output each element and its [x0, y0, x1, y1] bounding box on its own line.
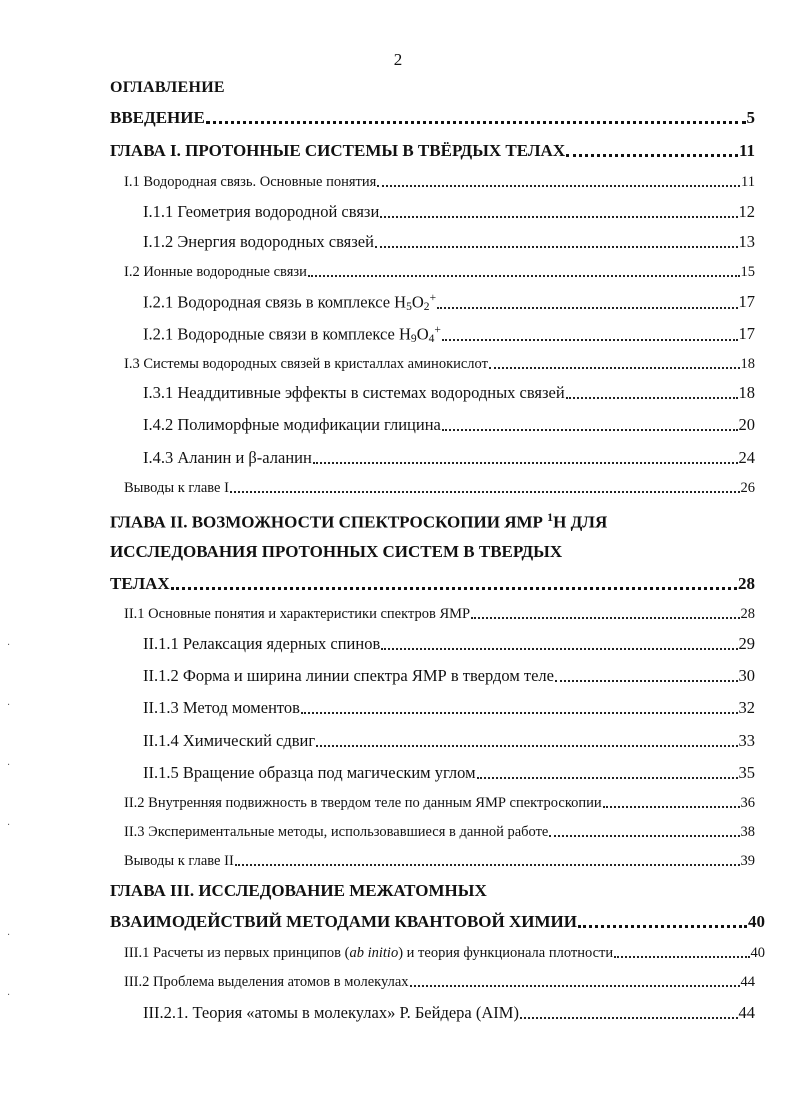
leader-dots: [313, 462, 738, 464]
toc-entry-label: [124, 945, 613, 962]
label-italic: ab initio: [349, 945, 399, 961]
leader-dots: [442, 429, 738, 431]
leader-dots: [614, 956, 749, 958]
toc-entry-label: II.1.2 Форма и ширина линии спектра ЯМР в твердом теле: [143, 666, 554, 685]
toc-entry-page: 12: [738, 202, 755, 221]
superscript: +: [434, 324, 441, 336]
page-number: 2: [393, 50, 403, 69]
toc-entry-page: 36: [740, 795, 755, 811]
toc-entry[interactable]: [143, 763, 755, 783]
toc-entry-page: 38: [740, 824, 755, 840]
toc-entry-label: I.1.2 Энергия водородных связей: [143, 232, 374, 251]
toc-entry-page: 20: [738, 415, 755, 434]
toc-entry-page: 15: [740, 264, 755, 280]
toc-entry[interactable]: [124, 356, 755, 373]
leader-dots: [206, 121, 746, 124]
label-text: III.1 Расчеты из первых принципов (: [124, 945, 350, 961]
label-text: O: [411, 292, 424, 312]
toc-entry[interactable]: [143, 1003, 755, 1023]
label-text: ) и теория функционала плотности: [398, 945, 614, 961]
toc-entry-page: 29: [738, 634, 755, 653]
toc-entry-label: II.1.1 Релаксация ядерных спинов: [143, 634, 381, 653]
toc-entry[interactable]: [124, 824, 755, 841]
toc-entry-label: ГЛАВА I. ПРОТОННЫЕ СИСТЕМЫ В ТВЁРДЫХ ТЕЛАХ: [110, 141, 566, 160]
scan-artifact: ·: [7, 990, 11, 1001]
leader-dots: [375, 246, 738, 248]
leader-dots: [230, 491, 740, 493]
leader-dots: [437, 307, 737, 309]
toc-entry-page: 11: [741, 174, 755, 190]
subscript: 4: [428, 333, 435, 346]
leader-dots: [477, 777, 738, 779]
scan-artifact: ·: [7, 640, 11, 651]
toc-entry[interactable]: [143, 731, 755, 751]
leader-dots: [555, 680, 738, 682]
scan-artifact: ·: [7, 700, 11, 711]
toc-entry-page: 24: [738, 448, 755, 467]
toc-entry-label: I.1 Водородная связь. Основные понятия: [124, 174, 377, 190]
toc-entry[interactable]: [143, 415, 755, 435]
chapter-heading-line: [110, 510, 607, 533]
subscript: 2: [423, 301, 430, 314]
toc-entry-label: ТЕЛАХ: [110, 574, 170, 593]
toc-entry[interactable]: [143, 383, 755, 403]
toc-entry[interactable]: [143, 324, 755, 345]
toc-entry-label: II.3 Экспериментальные методы, использовавшиеся в данной работе: [124, 824, 549, 840]
leader-dots: [566, 397, 738, 399]
leader-dots: [381, 648, 737, 650]
leader-dots: [603, 806, 740, 808]
toc-entry[interactable]: [110, 141, 755, 161]
toc-entry-page: 18: [740, 356, 755, 372]
toc-entry-label: I.4.3 Аланин и β-аланин: [143, 448, 312, 467]
toc-entry-page: 44: [738, 1003, 755, 1022]
toc-entry[interactable]: [124, 480, 755, 497]
toc-entry[interactable]: [143, 292, 755, 313]
toc-entry[interactable]: [143, 448, 755, 468]
toc-entry[interactable]: [124, 945, 765, 962]
leader-dots: [442, 339, 738, 341]
toc-entry-page: 13: [738, 232, 755, 251]
leader-dots: [380, 216, 737, 218]
toc-entry-page: 28: [738, 574, 755, 593]
toc-entry-page: 40: [750, 945, 765, 961]
leader-dots: [410, 985, 740, 987]
toc-entry[interactable]: [124, 853, 755, 870]
toc-entry-page: 33: [738, 731, 755, 750]
leader-dots: [316, 745, 737, 747]
toc-entry-page: 17: [738, 324, 755, 344]
toc-entry[interactable]: [124, 264, 755, 281]
toc-entry-page: 30: [738, 666, 755, 685]
toc-entry[interactable]: [110, 912, 765, 932]
subscript: 5: [406, 301, 412, 314]
label-text: I.2.1 Водородная связь в комплексе H: [143, 292, 407, 312]
toc-entry-page: 17: [738, 292, 755, 312]
leader-dots: [520, 1017, 738, 1019]
toc-entry-page: 35: [738, 763, 755, 782]
toc-entry-label: Выводы к главе II: [124, 853, 234, 869]
heading-text: ГЛАВА II. ВОЗМОЖНОСТИ СПЕКТРОСКОПИИ ЯМР: [110, 512, 548, 532]
superscript: 1: [547, 510, 554, 524]
toc-entry[interactable]: [143, 202, 755, 222]
scan-artifact: ·: [7, 930, 11, 941]
toc-entry-page: 39: [740, 853, 755, 869]
leader-dots: [549, 835, 739, 837]
toc-entry[interactable]: [124, 606, 755, 623]
scan-artifact: ·: [7, 760, 11, 771]
toc-entry[interactable]: [124, 974, 755, 991]
toc-entry[interactable]: [124, 174, 755, 191]
leader-dots: [471, 617, 739, 619]
label-text: I.2.1 Водородные связи в комплексе H: [143, 324, 411, 344]
toc-title: ОГЛАВЛЕНИЕ: [110, 79, 225, 96]
toc-entry-page: 40: [748, 912, 765, 931]
toc-entry-page: 18: [738, 383, 755, 402]
toc-entry[interactable]: [124, 795, 755, 812]
toc-entry-page: 32: [738, 698, 755, 717]
heading-text: Н ДЛЯ: [553, 512, 608, 532]
leader-dots: [578, 925, 747, 928]
toc-entry[interactable]: [143, 634, 755, 654]
leader-dots: [171, 587, 737, 590]
leader-dots: [301, 712, 738, 714]
toc-entry-label: I.3.1 Неаддитивные эффекты в системах водородных связей: [143, 383, 565, 402]
toc-entry-page: 11: [738, 141, 755, 160]
toc-entry-page: 28: [740, 606, 755, 622]
chapter-heading-line: ИССЛЕДОВАНИЯ ПРОТОННЫХ СИСТЕМ В ТВЕРДЫХ: [110, 542, 563, 561]
leader-dots: [489, 367, 740, 369]
leader-dots: [308, 275, 740, 277]
toc-entry-page: 44: [740, 974, 755, 990]
toc-entry-label: II.1.4 Химический сдвиг: [143, 731, 316, 750]
toc-entry-label: II.1.3 Метод моментов: [143, 698, 300, 717]
toc-entry-label: II.1 Основные понятия и характеристики спектров ЯМР: [124, 606, 471, 622]
toc-entry-label: [143, 292, 436, 313]
toc-entry-label: ВЗАИМОДЕЙСТВИЙ МЕТОДАМИ КВАНТОВОЙ ХИМИИ: [110, 912, 577, 931]
toc-entry-label: II.1.5 Вращение образца под магическим углом: [143, 763, 476, 782]
chapter-heading-line: ГЛАВА III. ИССЛЕДОВАНИЕ МЕЖАТОМНЫХ: [110, 881, 487, 900]
toc-entry-label: III.2 Проблема выделения атомов в молекулах: [124, 974, 409, 990]
toc-entry[interactable]: [143, 232, 755, 252]
superscript: +: [429, 292, 437, 304]
leader-dots: [566, 154, 738, 157]
label-text: O: [416, 324, 429, 344]
toc-entry-label: I.4.2 Полиморфные модификации глицина: [143, 415, 441, 434]
toc-entry[interactable]: [110, 108, 755, 128]
toc-entry-label: I.2 Ионные водородные связи: [124, 264, 307, 280]
toc-entry-page: 5: [746, 108, 755, 127]
toc-entry-label: Выводы к главе I: [124, 480, 229, 496]
toc-entry[interactable]: [143, 698, 755, 718]
leader-dots: [235, 864, 740, 866]
toc-entry-label: ВВЕДЕНИЕ: [110, 108, 205, 127]
toc-entry-page: 26: [740, 480, 755, 496]
toc-entry-label: I.3 Системы водородных связей в кристаллах аминокислот: [124, 356, 488, 372]
subscript: 9: [410, 333, 417, 346]
toc-entry[interactable]: [110, 574, 755, 594]
toc-entry-label: III.2.1. Теория «атомы в молекулах» Р. Бейдера (AIM): [143, 1003, 519, 1022]
toc-entry-label: II.2 Внутренняя подвижность в твердом теле по данным ЯМР спектроскопии: [124, 795, 602, 811]
scan-artifact: ·: [7, 820, 11, 831]
leader-dots: [377, 185, 740, 187]
toc-entry-label: [143, 324, 441, 345]
toc-entry[interactable]: [143, 666, 755, 686]
toc-entry-label: I.1.1 Геометрия водородной связи: [143, 202, 380, 221]
